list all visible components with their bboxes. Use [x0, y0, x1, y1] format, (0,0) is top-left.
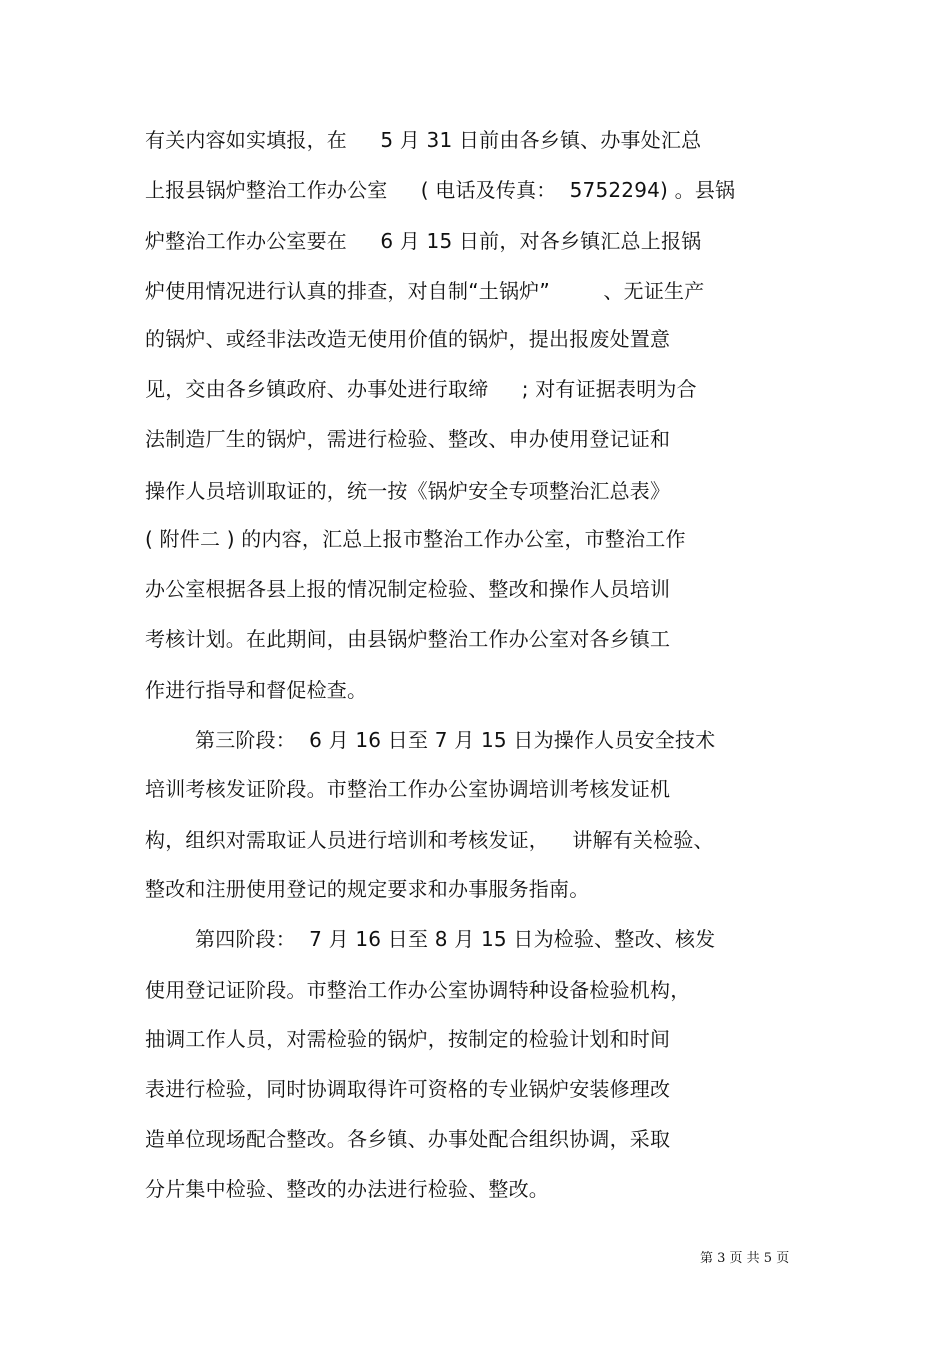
text-line: ( 附件二 ) 的内容，汇总上报市整治工作办公室，市整治工作 [145, 527, 686, 551]
text-line: 炉使用情况进行认真的排查，对自制“土锅炉” 、无证生产 [145, 279, 705, 303]
text-line: 抽调工作人员，对需检验的锅炉，按制定的检验计划和时间 [145, 1027, 671, 1051]
text-line: 使用登记证阶段。市整治工作办公室协调特种设备检验机构， [145, 978, 691, 1002]
text-line: 办公室根据各县上报的情况制定检验、整改和操作人员培训 [145, 577, 671, 601]
page-number: 第 3 页 共 5 页 [700, 1251, 790, 1266]
text-line: 整改和注册使用登记的规定要求和办事服务指南。 [145, 877, 590, 901]
text-line: 表进行检验，同时协调取得许可资格的专业锅炉安装修理改 [145, 1077, 671, 1101]
text-line: 分片集中检验、整改的办法进行检验、整改。 [145, 1177, 549, 1201]
text-line: 上报县锅炉整治工作办公室 ( 电话及传真： 5752294) 。县锅 [145, 178, 736, 202]
text-line: 造单位现场配合整改。各乡镇、办事处配合组织协调，采取 [145, 1127, 671, 1151]
text-line: 有关内容如实填报，在 5 月 31 日前由各乡镇、办事处汇总 [145, 128, 702, 152]
text-line: 构，组织对需取证人员进行培训和考核发证， 讲解有关检验、 [145, 828, 714, 852]
text-line: 考核计划。在此期间，由县锅炉整治工作办公室对各乡镇工 [145, 627, 671, 651]
text-line: 炉整治工作办公室要在 6 月 15 日前，对各乡镇汇总上报锅 [145, 229, 702, 253]
text-line: 培训考核发证阶段。市整治工作办公室协调培训考核发证机 [145, 777, 671, 801]
text-line: 操作人员培训取证的，统一按《锅炉安全专项整治汇总表》 [145, 479, 671, 503]
text-line: 见，交由各乡镇政府、办事处进行取缔 ; 对有证据表明为合 [145, 377, 697, 401]
text-line: 第三阶段： 6 月 16 日至 7 月 15 日为操作人员安全技术 [195, 728, 716, 752]
text-line: 的锅炉、或经非法改造无使用价值的锅炉，提出报废处置意 [145, 327, 671, 351]
text-line: 法制造厂生的锅炉，需进行检验、整改、申办使用登记证和 [145, 427, 671, 451]
text-line: 作进行指导和督促检查。 [145, 678, 368, 702]
text-line: 第四阶段： 7 月 16 日至 8 月 15 日为检验、整改、核发 [195, 927, 716, 951]
